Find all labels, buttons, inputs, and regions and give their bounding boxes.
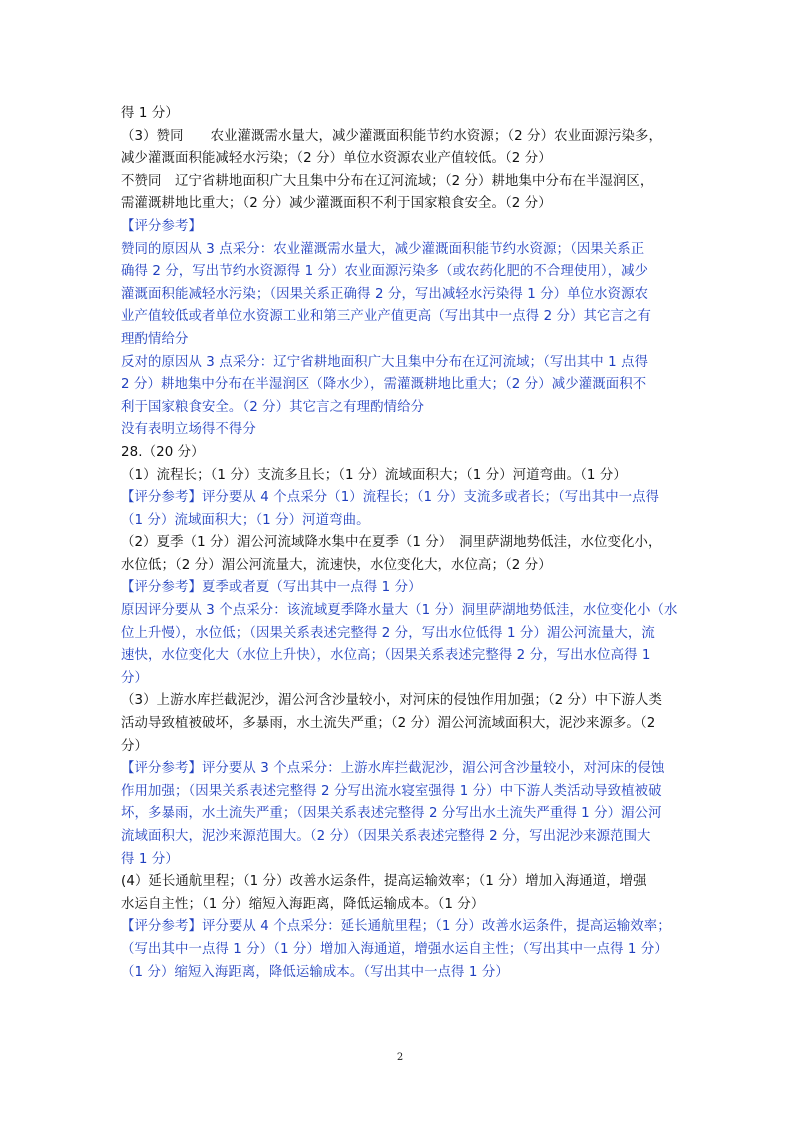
text-line: （3）赞同 农业灌溉需水量大，减少灌溉面积能节约水资源；（2 分）农业面源污染多， [121, 128, 663, 144]
text-line: （写出其中一点得 1 分）（1 分）增加入海通道，增强水运自主性；（写出其中一点得 1 分） [121, 941, 668, 957]
page-number: 2 [396, 1052, 404, 1063]
text-line: 【评分参考】夏季或者夏（写出其中一点得 1 分） [121, 580, 422, 596]
text-line: 灌溉面积能减轻水污染；（因果关系正确得 2 分，写出减轻水污染得 1 分）单位水资源农 [121, 286, 649, 302]
text-line: 水位低；（2 分）湄公河流量大，流速快，水位变化大，水位高；（2 分） [121, 557, 552, 573]
text-line: 理酌情给分 [121, 331, 189, 347]
text-line: 28.（20 分） [121, 444, 205, 460]
text-line: 业产值较低或者单位水资源工业和第三产业产值更高（写出其中一点得 2 分）其它言之有 [121, 309, 651, 325]
text-line: （1 分）流域面积大；（1 分）河道弯曲。 [121, 512, 370, 528]
text-line: 不赞同 辽宁省耕地面积广大且集中分布在辽河流域；（2 分）耕地集中分布在半湿润区， [121, 173, 654, 189]
text-line: 坏，多暴雨，水土流失严重；（因果关系表述完整得 2 分写出水土流失严重得 1 分）湄公河 [121, 806, 662, 822]
text-line: 【评分参考】评分要从 4 个点采分：延长通航里程；（1 分）改善水运条件，提高运输效率； [121, 919, 671, 935]
text-line: 没有表明立场得不得分 [121, 422, 256, 438]
text-line: 分） [121, 738, 148, 754]
text-line: 速快，水位变化大（水位上升快），水位高；（因果关系表述完整得 2 分，写出水位高得 1 [121, 648, 651, 664]
answer-key-text [121, 103, 689, 984]
text-line: 需灌溉耕地比重大；（2 分）减少灌溉面积不利于国家粮食安全。（2 分） [121, 196, 552, 212]
text-line: 分） [121, 670, 148, 686]
text-line: 得 1 分） [121, 106, 179, 121]
text-line: 2 分）耕地集中分布在半湿润区（降水少），需灌溉耕地比重大；（2 分）减少灌溉面积不 [121, 377, 647, 393]
text-line: 利于国家粮食安全。（2 分）其它言之有理酌情给分 [121, 399, 425, 415]
text-line: 【评分参考】评分要从 3 个点采分：上游水库拦截泥沙，湄公河含沙量较小，对河床的侵蚀 [121, 761, 665, 777]
text-line: 【评分参考】评分要从 4 个点采分（1）流程长；（1 分）支流多或者长；（写出其中一点得 [121, 490, 660, 506]
text-line: 位上升慢），水位低；（因果关系表述完整得 2 分，写出水位低得 1 分）湄公河流量大，流 [121, 625, 655, 641]
text-line: 水运自主性；（1 分）缩短入海距离，降低运输成本。（1 分） [121, 896, 485, 912]
text-line: 原因评分要从 3 个点采分：该流域夏季降水量大（1 分）洞里萨湖地势低洼，水位变化小（水 [121, 603, 678, 619]
text-line: 流域面积大，泥沙来源范围大。（2 分）（因果关系表述完整得 2 分，写出泥沙来源范围大 [121, 829, 651, 844]
text-line: （1）流程长；（1 分）支流多且长；（1 分）流域面积大；（1 分）河道弯曲。（1 分） [121, 467, 627, 483]
text-line: （1 分）缩短入海距离，降低运输成本。（写出其中一点得 1 分） [121, 964, 509, 980]
text-line: 作用加强；（因果关系表述完整得 2 分写出流水寝室强得 1 分）中下游人类活动导致植被破 [121, 783, 662, 799]
text-line: 【评分参考】 [121, 218, 202, 234]
text-line: 确得 2 分，写出节约水资源得 1 分）农业面源污染多（或农药化肥的不合理使用），减少 [121, 264, 649, 280]
text-line: 反对的原因从 3 点采分：辽宁省耕地面积广大且集中分布在辽河流域；（写出其中 1 点得 [121, 354, 649, 370]
text-line: 活动导致植被破坏，多暴雨，水土流失严重；（2 分）湄公河流域面积大，泥沙来源多。（2 [121, 716, 656, 732]
text-line: 减少灌溉面积能减轻水污染；（2 分）单位水资源农业产值较低。（2 分） [121, 151, 552, 167]
text-line: 赞同的原因从 3 点采分：农业灌溉需水量大，减少灌溉面积能节约水资源；（因果关系正 [121, 241, 645, 257]
text-line: （3）上游水库拦截泥沙，湄公河含沙量较小，对河床的侵蚀作用加强；（2 分）中下游人类 [121, 693, 663, 709]
text-line: 得 1 分） [121, 851, 179, 867]
text-line: (4）延长通航里程；（1 分）改善水运条件，提高运输效率；（1 分）增加入海通道，增强 [121, 874, 647, 890]
text-line: （2）夏季（1 分）湄公河流域降水集中在夏季（1 分） 洞里萨湖地势低洼，水位变化小， [121, 535, 662, 551]
